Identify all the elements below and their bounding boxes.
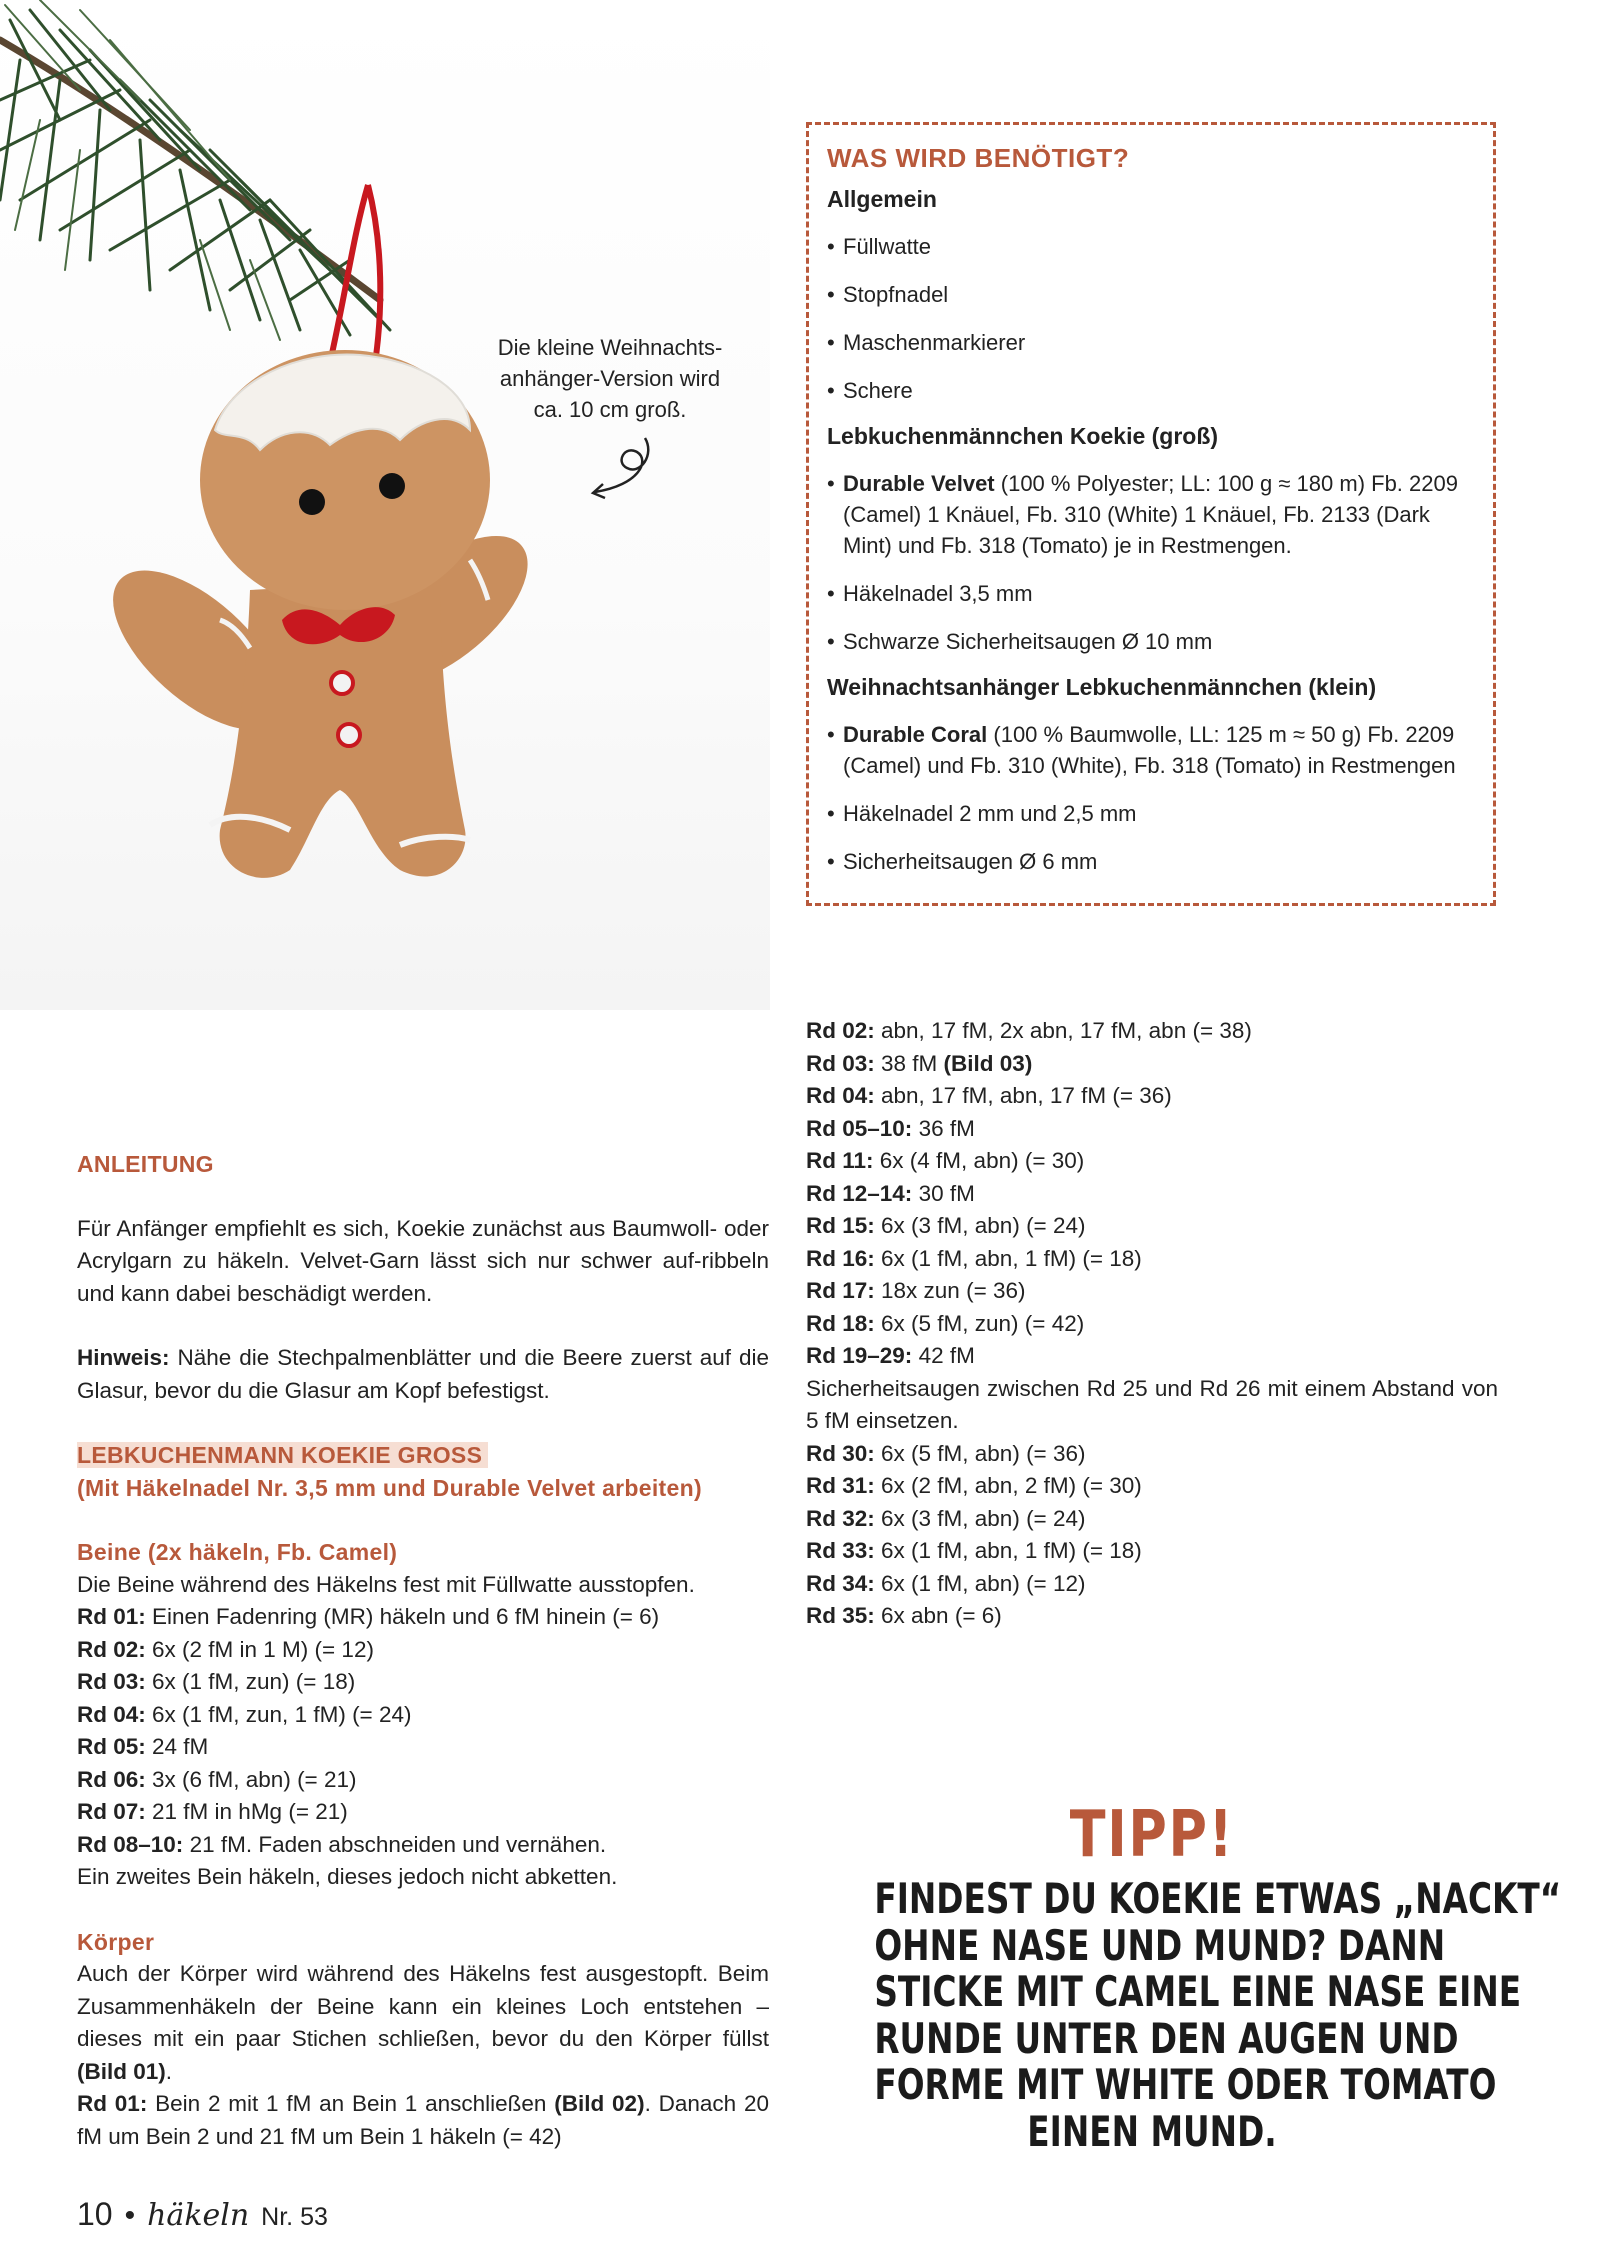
- page-footer: [77, 2196, 328, 2233]
- pattern-row: [806, 1340, 1498, 1373]
- materials-small-heading: Weihnachtsanhänger Lebkuchenmännchen (klein): [827, 674, 1377, 700]
- beine-intro: Die Beine während des Häkelns fest mit Füllwatte ausstopfen.: [77, 1571, 695, 1597]
- row-text: 6x (1 fM, zun, 1 fM) (= 24): [145, 1701, 412, 1727]
- row-label: Rd 12–14:: [806, 1180, 913, 1206]
- row-ref: (Bild 02): [554, 2091, 645, 2116]
- issue-number: Nr. 53: [261, 2203, 328, 2231]
- curly-arrow-icon: [585, 430, 675, 510]
- beine-heading: Beine (2x häkeln, Fb. Camel): [77, 1539, 398, 1565]
- hinweis-label: Hinweis:: [77, 1345, 170, 1370]
- tipp-body: [796, 1874, 1562, 2156]
- tipp-line: RUNDE UNTER DEN AUGEN UND: [874, 2013, 1459, 2063]
- row-label: Rd 05–10:: [806, 1115, 913, 1141]
- pattern-row: [77, 1731, 769, 1764]
- row-label: Rd 03:: [77, 1669, 146, 1694]
- pattern-row: [77, 1764, 769, 1797]
- materials-large-heading: Lebkuchenmännchen Koekie (groß): [827, 423, 1219, 449]
- tipp-line: EINEN MUND.: [1027, 2106, 1277, 2156]
- material-item: • Häkelnadel 2 mm und 2,5 mm: [827, 798, 1477, 829]
- row-text: 6x (2 fM in 1 M) (= 12): [145, 1636, 374, 1662]
- pattern-row: [806, 1503, 1498, 1536]
- tipp-line: STICKE MIT CAMEL EINE NASE EINE: [874, 1967, 1522, 2016]
- pattern-row: [806, 1470, 1498, 1503]
- row-text: 6x (1 fM, zun) (= 18): [145, 1669, 356, 1694]
- pattern-row: [806, 1178, 1498, 1211]
- gingerbread-man: [87, 350, 553, 878]
- row-text: 6x abn (= 6): [874, 1603, 1002, 1628]
- koerper-intro-ref: (Bild 01): [77, 2058, 166, 2084]
- koerper-intro: [77, 1958, 769, 2088]
- row-label: Rd 15:: [806, 1213, 875, 1238]
- koerper-row-01: [77, 2088, 769, 2153]
- row-text: 36 fM: [912, 1115, 975, 1141]
- yarn-details: (100 % Baumwolle, LL: 125 m ≈ 50 g) Fb. 2209 (Camel) und Fb. 310 (White), Fb. 318 (Tomato) in Restmengen: [843, 722, 1456, 778]
- material-item: • Schere: [827, 375, 1477, 406]
- row-text: 6x (1 fM, abn, 1 fM) (= 18): [874, 1538, 1142, 1563]
- hinweis-paragraph: [77, 1342, 769, 1407]
- row-label: Rd 03:: [806, 1050, 875, 1076]
- row-label: Rd 06:: [77, 1766, 146, 1792]
- tipp-line: FINDEST DU KOEKIE ETWAS „NACKT“: [874, 1874, 1562, 1923]
- instructions-left-column: [77, 1148, 769, 2153]
- row-label: Rd 34:: [806, 1570, 875, 1596]
- row-label: Rd 04:: [806, 1083, 875, 1108]
- section-subheading: (Mit Häkelnadel Nr. 3,5 mm und Durable Velvet arbeiten): [77, 1474, 702, 1501]
- material-item: • Füllwatte: [827, 231, 1477, 262]
- pattern-row: [806, 1048, 1498, 1081]
- page-number: 10: [77, 2196, 113, 2232]
- pattern-row: [77, 1796, 769, 1829]
- koerper-intro-end: .: [165, 2058, 173, 2084]
- row-label: Rd 01:: [77, 1604, 146, 1629]
- caption-line-3: ca. 10 cm groß.: [533, 397, 687, 422]
- pattern-row: [806, 1535, 1498, 1568]
- section-heading-highlight: LEBKUCHENMANN KOEKIE GROSS: [77, 1442, 488, 1468]
- row-label: Rd 11:: [806, 1148, 874, 1173]
- tipp-line: FORME MIT WHITE ODER TOMATO: [874, 2060, 1497, 2109]
- material-item: • Maschenmarkierer: [827, 327, 1477, 358]
- row-text: Einen Fadenring (MR) häkeln und 6 fM hinein (= 6): [145, 1604, 660, 1629]
- row-text: 38 fM: [874, 1050, 944, 1076]
- row-text: abn, 17 fM, 2x abn, 17 fM, abn (= 38): [874, 1018, 1252, 1043]
- hinweis-text: Nähe die Stechpalmenblätter und die Beere zuerst auf die Glasur, bevor du die Glasur am Kopf befestigst.: [77, 1345, 769, 1403]
- pattern-row: [806, 1243, 1498, 1276]
- material-item: • Sicherheitsaugen Ø 6 mm: [827, 846, 1477, 877]
- pattern-row: [806, 1438, 1498, 1471]
- instructions-right-column: [806, 1015, 1498, 1633]
- material-item-yarn-small: [827, 719, 1477, 781]
- tipp-line: OHNE NASE UND MUND? DANN: [874, 1920, 1446, 1970]
- pattern-row: [77, 1601, 769, 1634]
- eyes-note: Sicherheitsaugen zwischen Rd 25 und Rd 26 mit einem Abstand von 5 fM einsetzen.: [806, 1375, 1498, 1433]
- koerper-heading: Körper: [77, 1928, 155, 1955]
- pattern-row: [806, 1308, 1498, 1341]
- row-text: 6x (3 fM, abn) (= 24): [874, 1213, 1086, 1238]
- row-label: Rd 07:: [77, 1799, 146, 1824]
- section-heading: [77, 1439, 769, 1472]
- row-label: Rd 18:: [806, 1310, 875, 1336]
- row-label: Rd 32:: [806, 1505, 875, 1531]
- pattern-row: [77, 1699, 769, 1732]
- row-label: Rd 02:: [806, 1018, 875, 1043]
- row-label: Rd 30:: [806, 1440, 875, 1466]
- pine-branch: [0, 0, 390, 340]
- row-text: 6x (2 fM, abn, 2 fM) (= 30): [874, 1473, 1142, 1498]
- row-label: Rd 19–29:: [806, 1343, 913, 1368]
- caption-line-1: Die kleine Weihnachts-: [497, 335, 723, 360]
- footer-bullet: •: [124, 2199, 136, 2232]
- koerper-rows-a: [806, 1015, 1498, 1373]
- row-text: 18x zun (= 36): [874, 1278, 1026, 1303]
- koerper-rows-b: [806, 1438, 1498, 1633]
- photo-caption: [470, 332, 750, 425]
- pattern-row: [806, 1113, 1498, 1146]
- material-item: • Schwarze Sicherheitsaugen Ø 10 mm: [827, 626, 1477, 657]
- row-label: Rd 08–10:: [77, 1831, 184, 1857]
- row-text-end: . Danach 20 fM um Bein 2 und 21 fM um Bein 1 häkeln (= 42): [77, 2091, 769, 2149]
- row-text: 6x (3 fM, abn) (= 24): [874, 1505, 1086, 1531]
- row-label: Rd 02:: [77, 1636, 146, 1662]
- materials-box: [806, 122, 1496, 906]
- beine-rows: [77, 1601, 769, 1861]
- row-label: Rd 04:: [77, 1701, 146, 1727]
- beine-outro: Ein zweites Bein häkeln, dieses jedoch nicht abketten.: [77, 1864, 618, 1889]
- material-item: • Häkelnadel 3,5 mm: [827, 578, 1477, 609]
- row-text: 6x (1 fM, abn, 1 fM) (= 18): [874, 1245, 1142, 1271]
- koerper-intro-text: Auch der Körper wird während des Häkelns fest ausgestopft. Beim Zusammenhäkeln der Beine kann ein kleines Loch entstehen – dieses mit ein paar Stichen schließen, bevor du den Körper füllst: [77, 1961, 769, 2051]
- row-text: 21 fM. Faden abschneiden und vernähen.: [183, 1831, 607, 1857]
- yarn-details: (100 % Polyester; LL: 100 g ≈ 180 m) Fb. 2209 (Camel) 1 Knäuel, Fb. 310 (White) 1 Knäuel, Fb. 2133 (Dark Mint) und Fb. 318 (Tomato) je in Restmengen.: [843, 471, 1458, 558]
- materials-title: WAS WIRD BENÖTIGT?: [827, 143, 1130, 173]
- caption-line-2: anhänger-Version wird: [499, 366, 721, 391]
- pattern-row: [77, 1666, 769, 1699]
- row-text: 3x (6 fM, abn) (= 21): [145, 1766, 357, 1792]
- pattern-row: [806, 1568, 1498, 1601]
- pattern-row: [806, 1210, 1498, 1243]
- material-item: • Stopfnadel: [827, 279, 1477, 310]
- pattern-row: [806, 1080, 1498, 1113]
- material-item-yarn-large: [827, 468, 1477, 561]
- yarn-name: Durable Coral: [843, 722, 988, 747]
- row-text: 6x (5 fM, abn) (= 36): [874, 1440, 1086, 1466]
- row-text: 24 fM: [145, 1734, 209, 1759]
- row-text: 6x (4 fM, abn) (= 30): [873, 1148, 1085, 1173]
- materials-general-heading: Allgemein: [827, 186, 937, 212]
- row-label: Rd 31:: [806, 1473, 875, 1498]
- tipp-title: TIPP!: [1069, 1798, 1235, 1872]
- intro-paragraph: Für Anfänger empfiehlt es sich, Koekie zunächst aus Baumwoll- oder Acrylgarn zu häkeln. Velvet-Garn lässt sich nur schwer auf-ribbeln und kann dabei beschädigt werden.: [77, 1215, 769, 1306]
- pattern-row: [77, 1829, 769, 1862]
- row-label: Rd 35:: [806, 1603, 875, 1628]
- pattern-row: [77, 1634, 769, 1667]
- row-ref: (Bild 03): [943, 1050, 1033, 1076]
- row-text: 42 fM: [912, 1343, 975, 1368]
- row-label: Rd 05:: [77, 1734, 146, 1759]
- row-text: abn, 17 fM, abn, 17 fM (= 36): [874, 1083, 1172, 1108]
- row-text: 30 fM: [912, 1180, 975, 1206]
- pattern-row: [806, 1145, 1498, 1178]
- pattern-row: [806, 1015, 1498, 1048]
- anleitung-heading: ANLEITUNG: [77, 1151, 214, 1177]
- row-text: 21 fM in hMg (= 21): [145, 1799, 348, 1824]
- yarn-name: Durable Velvet: [843, 471, 995, 496]
- row-label: Rd 33:: [806, 1538, 875, 1563]
- row-label: Rd 16:: [806, 1245, 875, 1271]
- row-text: Bein 2 mit 1 fM an Bein 1 anschließen: [147, 2091, 555, 2116]
- magazine-brand: häkeln: [147, 2198, 250, 2233]
- row-text: 6x (1 fM, abn) (= 12): [874, 1570, 1086, 1596]
- row-text: 6x (5 fM, zun) (= 42): [874, 1310, 1085, 1336]
- row-label: Rd 17:: [806, 1278, 875, 1303]
- pattern-row: [806, 1275, 1498, 1308]
- row-label: Rd 01:: [77, 2091, 148, 2116]
- pattern-row: [806, 1600, 1498, 1633]
